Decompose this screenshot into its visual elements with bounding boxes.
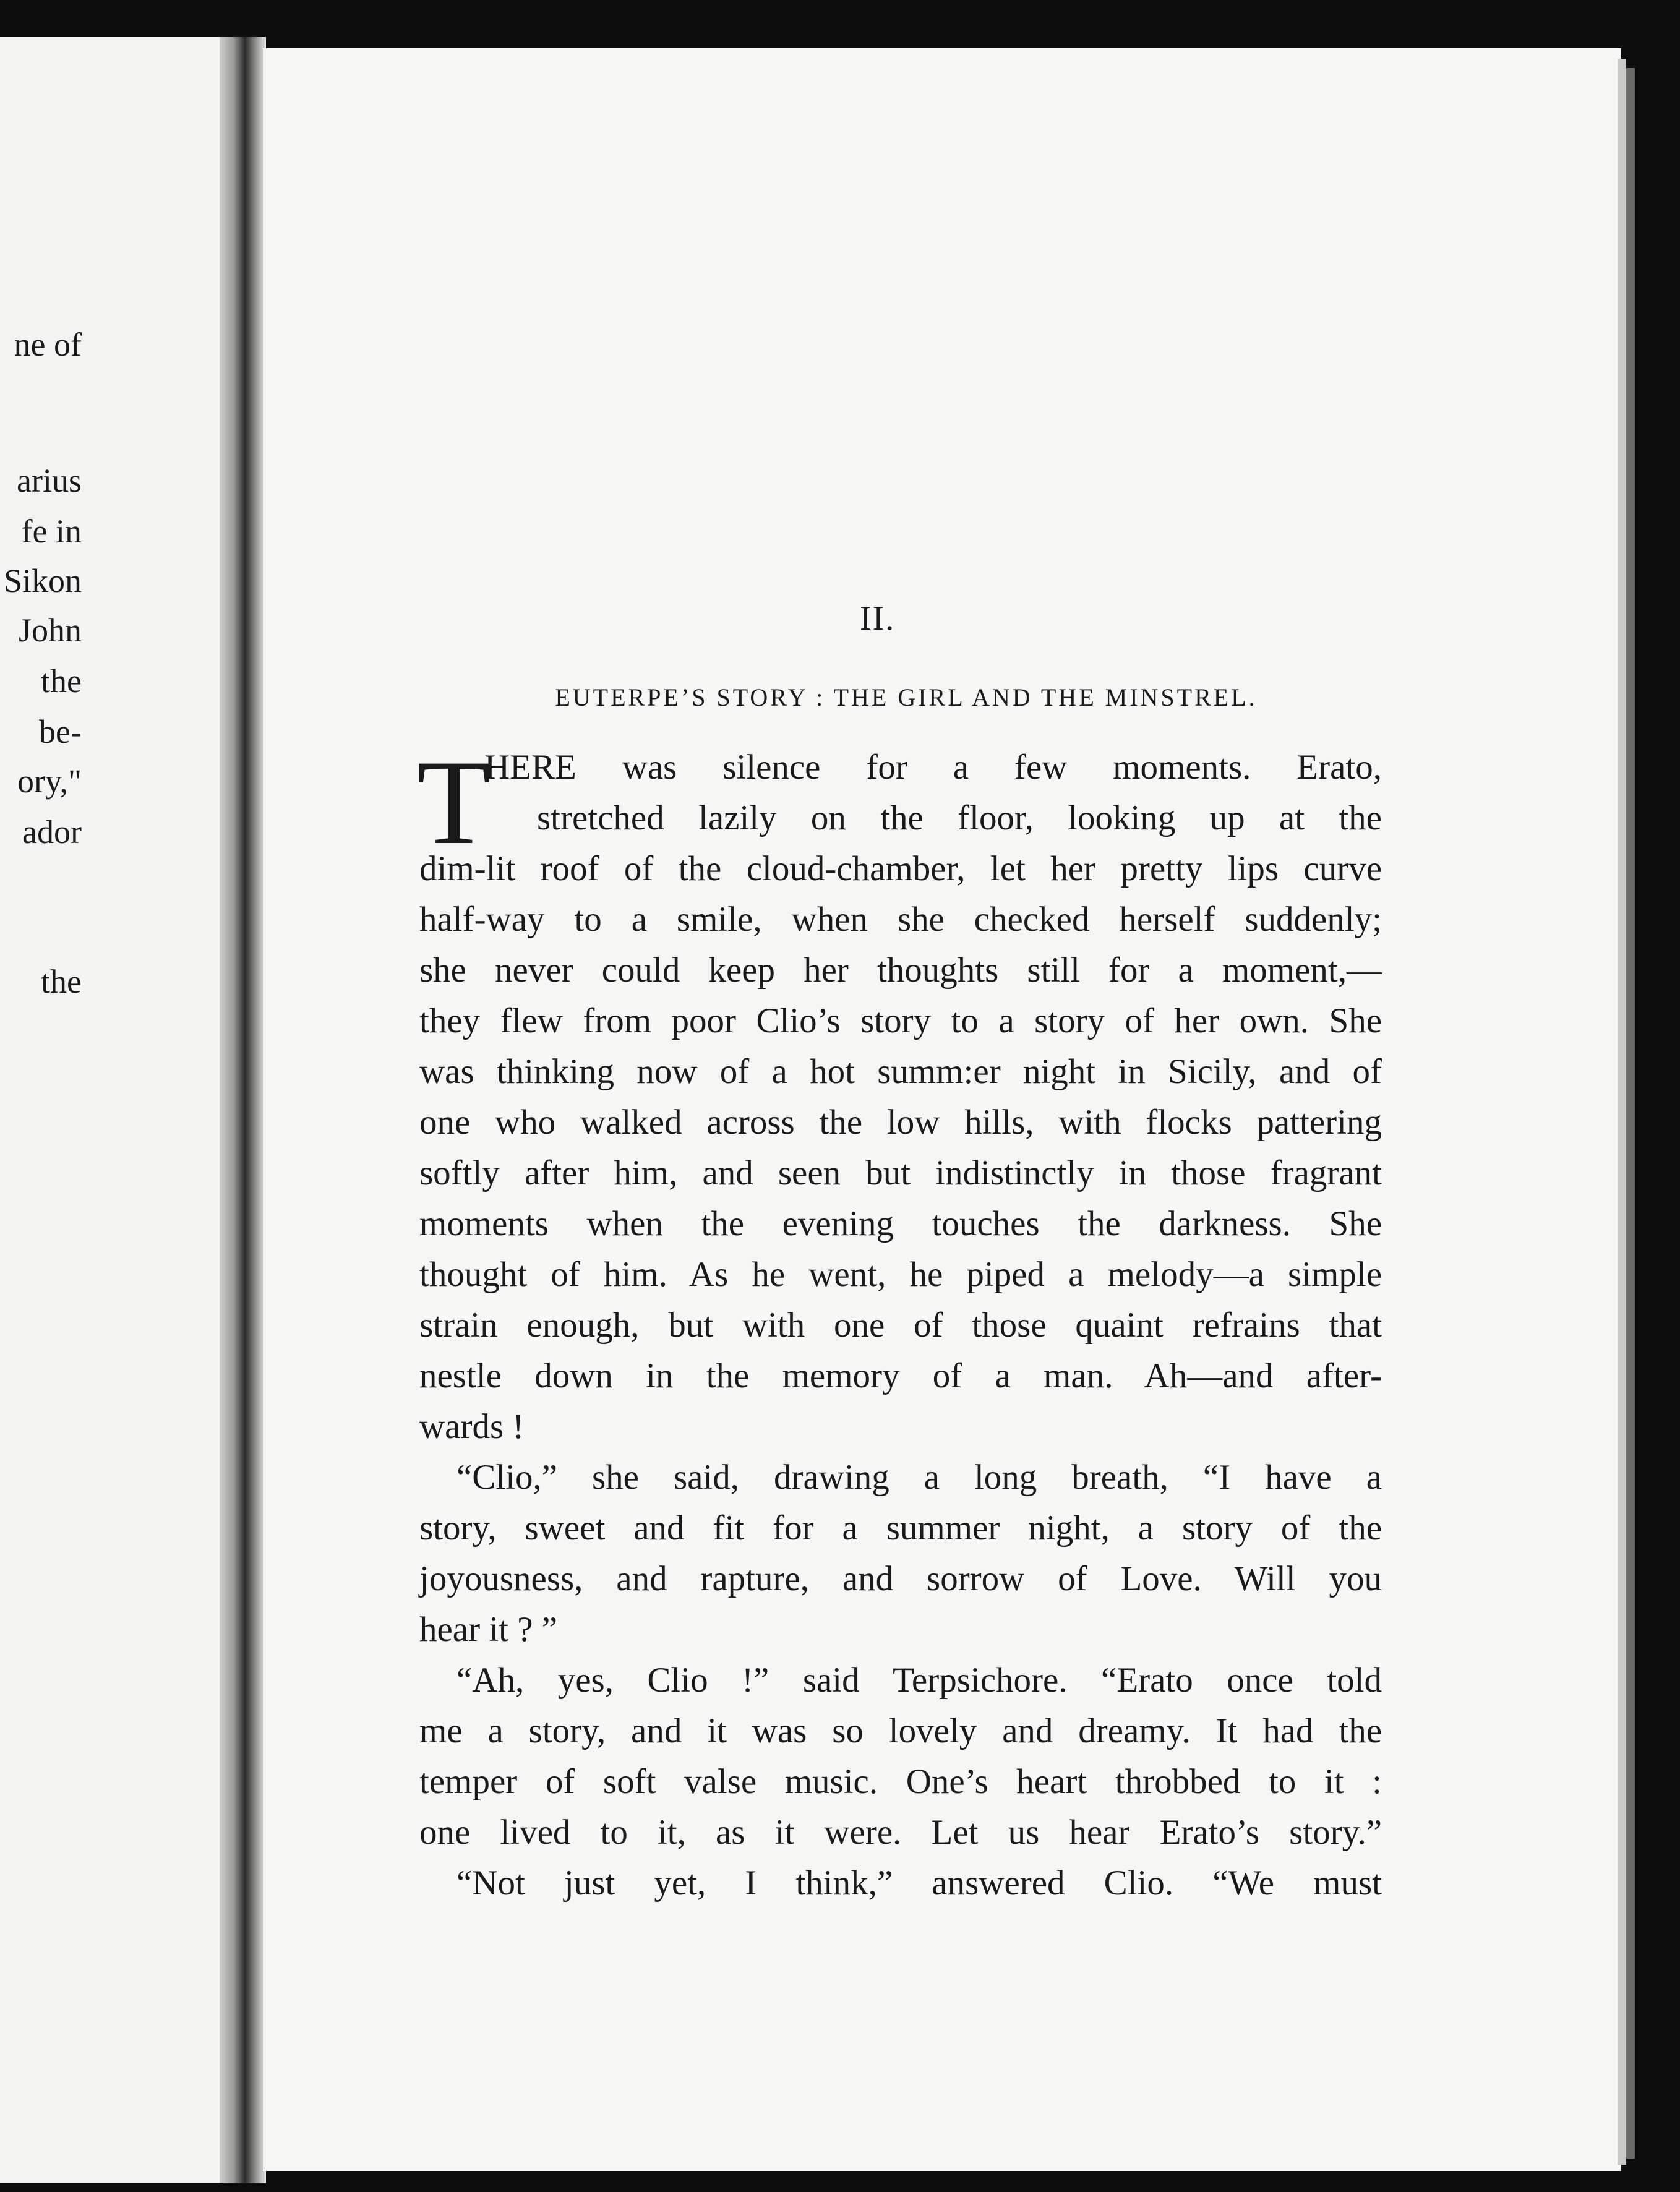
text-line: hear it ? ” [419, 1610, 558, 1649]
text-line: one who walked across the low hills, with flocks pattering [419, 1103, 1382, 1142]
text-line: thought of him. As he went, he piped a melody—a simple [419, 1255, 1382, 1294]
chapter-title: EUTERPE’S STORY : THE GIRL AND THE MINSTREL. [555, 683, 1258, 711]
text-line: “Ah, yes, Clio !” said Terpsichore. “Erato once told [456, 1661, 1382, 1700]
text-line: one lived to it, as it were. Let us hear Erato’s story.” [419, 1813, 1382, 1852]
left-page-fragment: ne of [14, 326, 82, 363]
text-line: moments when the evening touches the darkness. She [419, 1204, 1382, 1243]
left-page-fragment: Sikon [3, 562, 82, 599]
left-page-fragment: John [18, 612, 82, 649]
left-page-fragment: arius [17, 462, 82, 499]
text-line: HERE was silence for a few moments. Erato, [484, 748, 1382, 787]
left-page [0, 37, 247, 2183]
text-line: stretched lazily on the floor, looking up at the [537, 798, 1382, 837]
text-line: she never could keep her thoughts still for a moment,— [419, 951, 1382, 990]
text-line: was thinking now of a hot summ:er night in Sicily, and of [419, 1052, 1382, 1091]
text-line: “Clio,” she said, drawing a long breath, “I have a [456, 1458, 1382, 1497]
left-page-fragment: be- [39, 713, 82, 750]
page-edge [1618, 59, 1626, 2165]
text-line: joyousness, and rapture, and sorrow of Love. Will you [419, 1559, 1382, 1598]
text-line: “Not just yet, I think,” answered Clio. “We must [456, 1864, 1382, 1903]
left-page-fragment: fe in [21, 513, 82, 550]
drop-cap: T [417, 735, 491, 870]
left-page-fragment: the [41, 662, 82, 700]
text-line: story, sweet and fit for a summer night, a story of the [419, 1509, 1382, 1548]
text-line: half-way to a smile, when she checked herself suddenly; [419, 900, 1382, 939]
text-line: nestle down in the memory of a man. Ah—and after- [419, 1356, 1382, 1395]
left-page-fragment: the [41, 963, 82, 1000]
chapter-number [0, 599, 1680, 638]
text-line: temper of soft valse music. One’s heart throbbed to it : [419, 1762, 1382, 1801]
text-line: they flew from poor Clio’s story to a story of her own. She [419, 1001, 1382, 1040]
book-gutter [220, 37, 266, 2183]
left-page-fragment: ory," [17, 763, 82, 800]
text-line: wards ! [419, 1407, 525, 1446]
text-line: me a story, and it was so lovely and dreamy. It had the [419, 1711, 1382, 1750]
text-line: softly after him, and seen but indistinctly in those fragrant [419, 1154, 1382, 1192]
page-edge [1626, 68, 1635, 2159]
left-page-fragment: ador [22, 813, 82, 850]
text-line: strain enough, but with one of those quaint refrains that [419, 1306, 1382, 1345]
text-line: dim-lit roof of the cloud-chamber, let her pretty lips curve [419, 849, 1382, 888]
chapter-number-text: II. [860, 599, 896, 638]
